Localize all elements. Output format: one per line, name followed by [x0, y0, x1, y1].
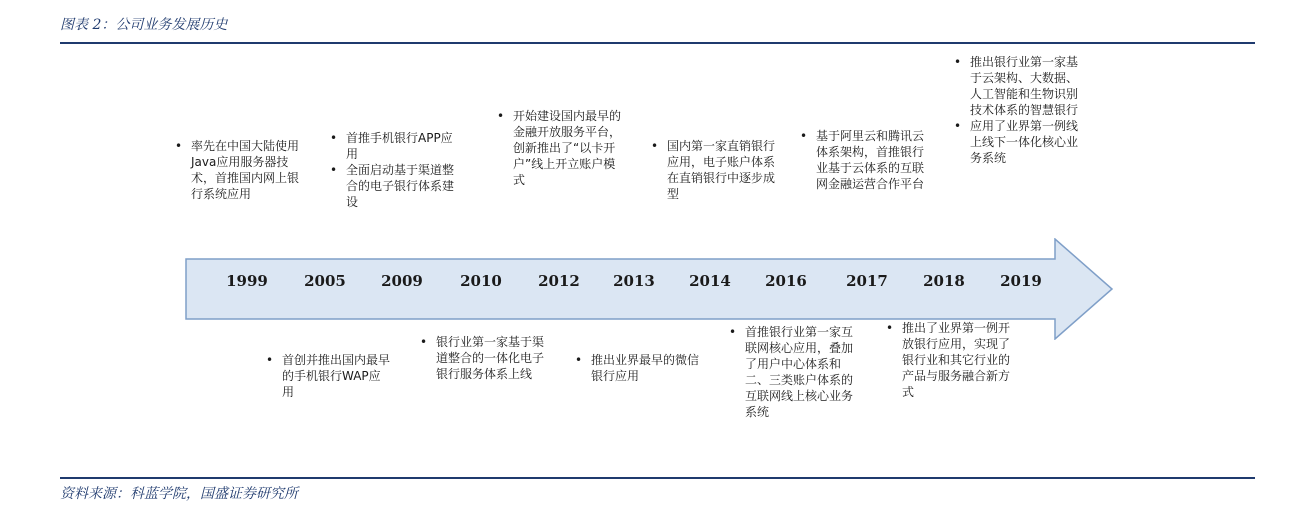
event-text: 首创并推出国内最早的手机银行WAP应用 — [282, 353, 391, 399]
bullet-mark: • — [330, 131, 338, 145]
bullet-mark: • — [954, 55, 962, 69]
bullet-mark: • — [575, 353, 583, 367]
event-2014 — [651, 138, 776, 202]
source-note: 资料来源：科蓝学院，国盛证券研究所 — [60, 486, 298, 502]
event-2005 — [266, 352, 391, 400]
bullet-mark: • — [497, 109, 505, 123]
event-text: 应用了业界第一例线上线下一体化核心业务系统 — [970, 119, 1079, 165]
event-text: 首推手机银行APP应用 — [346, 131, 453, 161]
event-2009 — [330, 130, 460, 210]
bottom-rule — [60, 477, 1255, 479]
event-2016 — [729, 324, 859, 420]
bullet-mark: • — [175, 139, 183, 153]
year-label: 2013 — [613, 272, 655, 290]
year-label: 2005 — [304, 272, 346, 290]
event-text: 率先在中国大陆使用Java应用服务器技术，首推国内网上银行系统应用 — [191, 139, 300, 201]
bullet-mark: • — [954, 119, 962, 133]
event-text: 开始建设国内最早的金融开放服务平台，创新推出了“以卡开户”线上开立账户模式 — [513, 109, 622, 187]
event-text: 银行业第一家基于渠道整合的一体化电子银行服务体系上线 — [436, 335, 545, 381]
year-label: 1999 — [226, 272, 268, 290]
event-2017 — [800, 128, 925, 192]
event-2013 — [575, 352, 705, 384]
bullet-mark: • — [800, 129, 808, 143]
year-label: 2009 — [381, 272, 423, 290]
bullet-mark: • — [886, 321, 894, 335]
bullet-mark: • — [651, 139, 659, 153]
year-label: 2019 — [1000, 272, 1042, 290]
bullet-mark: • — [729, 325, 737, 339]
bullet-mark: • — [266, 353, 274, 367]
event-text: 首推银行业第一家互联网核心应用，叠加了用户中心体系和二、三类账户体系的互联网线上核心业务系统 — [745, 325, 854, 419]
event-2018 — [886, 320, 1014, 400]
figure-title: 图表 2：公司业务发展历史 — [60, 17, 228, 33]
bullet-mark: • — [330, 163, 338, 177]
event-text: 推出业界最早的微信银行应用 — [591, 353, 700, 383]
bullet-mark: • — [420, 335, 428, 349]
event-text: 推出银行业第一家基于云架构、大数据、人工智能和生物识别技术体系的智慧银行 — [970, 55, 1079, 117]
event-text: 国内第一家直销银行应用，电子账户体系在直销银行中逐步成型 — [667, 139, 776, 201]
year-label: 2018 — [923, 272, 965, 290]
year-label: 2012 — [538, 272, 580, 290]
event-text: 基于阿里云和腾讯云体系架构，首推银行业基于云体系的互联网金融运营合作平台 — [816, 129, 925, 191]
event-1999 — [175, 138, 305, 202]
event-text: 推出了业界第一例开放银行应用，实现了银行业和其它行业的产品与服务融合新方式 — [902, 321, 1011, 399]
year-label: 2014 — [689, 272, 731, 290]
event-text: 全面启动基于渠道整合的电子银行体系建设 — [346, 163, 455, 209]
year-label: 2017 — [846, 272, 888, 290]
top-rule — [60, 42, 1255, 44]
event-2010 — [420, 334, 545, 382]
event-2019 — [954, 54, 1078, 166]
year-label: 2016 — [765, 272, 807, 290]
event-2012 — [497, 108, 625, 188]
year-label: 2010 — [460, 272, 502, 290]
